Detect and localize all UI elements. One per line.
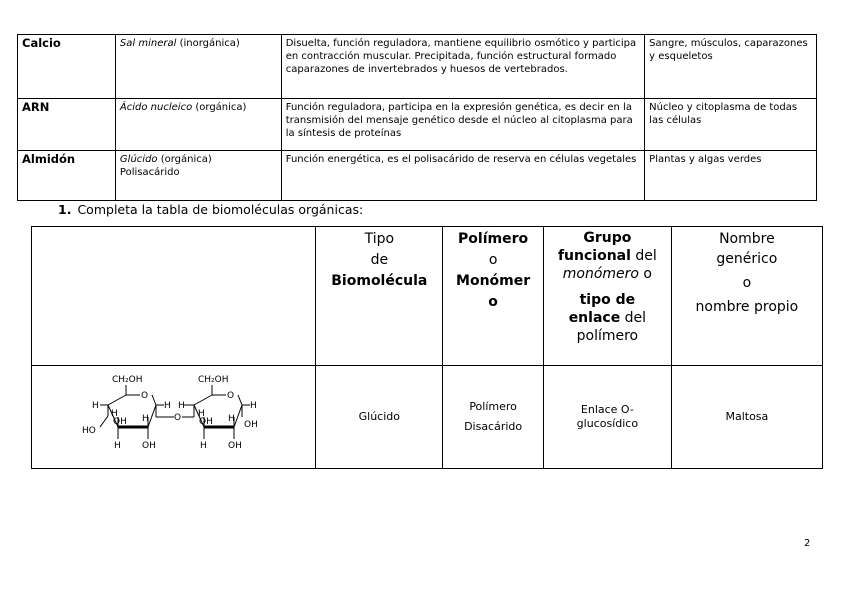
organic-biomolecules-table [31, 226, 823, 469]
cell-tipo: Glúcido [316, 366, 443, 469]
svg-text:OH: OH [112, 417, 127, 427]
row-type: Glúcido (orgánica) Polisacárido [115, 151, 281, 201]
svg-text:H: H [227, 414, 235, 424]
row-name: Almidón [18, 151, 116, 201]
maltose-structure-image [64, 369, 284, 465]
row-function: Función reguladora, participa en la expresión genética, es decir en la transmisión del mensaje genético desde el núcleo al citoplasma para la síntesis de proteínas [281, 99, 644, 151]
cell-polimero: Polímero Disacárido [443, 366, 544, 469]
svg-text:CH₂OH: CH₂OH [111, 375, 143, 385]
table-row [32, 366, 823, 469]
header-polimero: Polímero o Monómer o [443, 227, 544, 366]
biomolecules-table [17, 34, 817, 201]
row-name: Calcio [18, 35, 116, 99]
header-row [32, 227, 823, 366]
header-grupo: Grupo funcional del monómero o tipo de enlace del polímero [544, 227, 672, 366]
svg-text:H: H [113, 441, 121, 451]
svg-text:O: O [226, 391, 234, 401]
row-location: Núcleo y citoplasma de todas las células [645, 99, 817, 151]
svg-text:H: H [249, 401, 257, 411]
svg-text:H: H [199, 441, 207, 451]
svg-text:H: H [177, 401, 185, 411]
molecule-cell [32, 366, 316, 469]
row-function: Disuelta, función reguladora, mantiene equilibrio osmótico y participa en contracción muscular. Precipitada, función estructural formado caparazones de invertebrados y huesos de vertebrados. [281, 35, 644, 99]
svg-text:O: O [140, 391, 148, 401]
instruction: 1. Completa la tabla de biomoléculas orgánicas: [58, 202, 364, 217]
svg-text:H: H [110, 409, 118, 419]
table-row [18, 35, 817, 99]
header-empty [32, 227, 316, 366]
row-name: ARN [18, 99, 116, 151]
header-tipo: Tipo de Biomolécula [316, 227, 443, 366]
svg-text:CH₂OH: CH₂OH [197, 375, 229, 385]
svg-text:H: H [91, 401, 99, 411]
row-location: Sangre, músculos, caparazones y esqueletos [645, 35, 817, 99]
header-nombre: Nombre genérico o nombre propio [671, 227, 822, 366]
row-location: Plantas y algas verdes [645, 151, 817, 201]
svg-text:OH: OH [243, 420, 258, 430]
svg-text:H: H [197, 409, 205, 419]
svg-text:OH: OH [227, 441, 242, 451]
row-type: Sal mineral (inorgánica) [115, 35, 281, 99]
svg-text:OH: OH [141, 441, 156, 451]
table-row [18, 99, 817, 151]
row-type: Ácido nucleico (orgánica) [115, 99, 281, 151]
svg-text:HO: HO [81, 426, 96, 436]
page-number: 2 [804, 538, 811, 549]
svg-text:H: H [163, 401, 171, 411]
row-function: Función energética, es el polisacárido de reserva en células vegetales [281, 151, 644, 201]
svg-text:H: H [141, 414, 149, 424]
cell-grupo: Enlace O-glucosídico [544, 366, 672, 469]
svg-text:O: O [173, 413, 181, 423]
svg-text:OH: OH [198, 417, 213, 427]
cell-nombre: Maltosa [671, 366, 822, 469]
table-row [18, 151, 817, 201]
